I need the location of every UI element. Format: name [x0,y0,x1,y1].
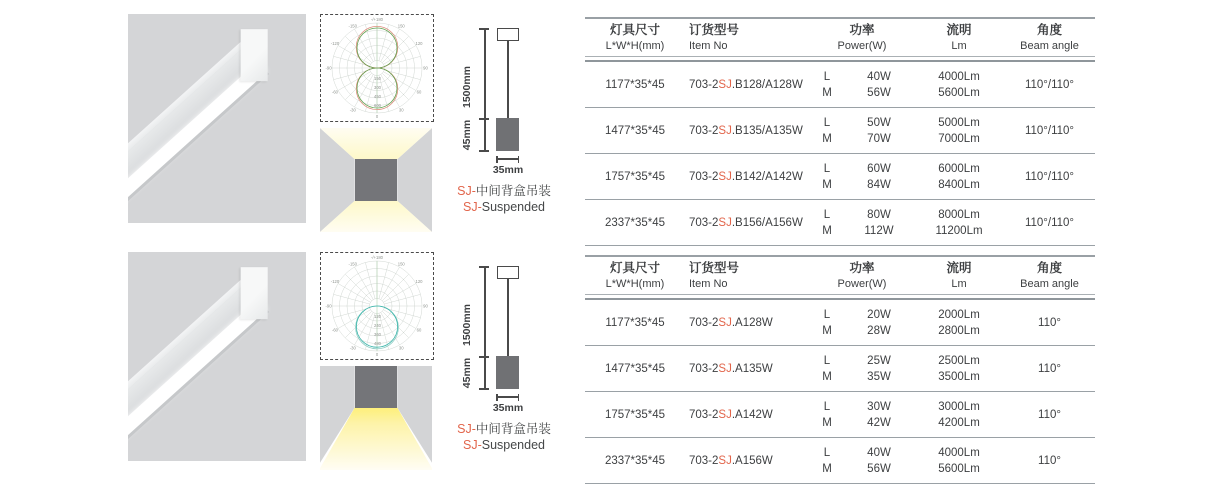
beam-angle-value: 110° [1038,362,1061,375]
angle-tick-label: -90 [325,65,332,71]
angle-tick-label: 150 [397,261,405,267]
item-no-value: 703-2SJ.B142/A142W [689,170,803,183]
angle-tick-label: 120 [415,41,423,47]
col-size-en: L*W*H(mm) [605,278,665,290]
spec-table [585,255,1095,484]
angle-tick-label: 120 [415,279,423,285]
fixture-silhouette [355,366,398,408]
angle-tick-label: 60 [416,89,422,95]
width-arrow [496,158,519,160]
power-watt-values: 50W 70W [867,116,891,145]
lumen-values: 5000Lm 7000Lm [938,116,980,145]
col-item-en: Item No [689,40,728,52]
size-value: 1757*35*45 [604,170,666,183]
photometric-chart [320,252,434,360]
radial-tick-label: 240 [374,323,381,328]
angle-tick-label: -150 [348,261,357,267]
radial-tick-label: 480 [374,341,381,346]
size-value: 1477*35*45 [604,362,666,375]
lumen-values: 2500Lm 3500Lm [938,354,980,383]
col-angle-en: Beam angle [1020,278,1079,290]
radial-tick-label: 450 [374,94,381,99]
dimension-diagram [448,9,578,235]
power-mode-letters: L M [822,116,832,145]
lumen-values: 6000Lm 8400Lm [938,162,980,191]
mounting-caption [448,421,560,453]
size-value: 1177*35*45 [605,78,665,91]
table-header [585,17,1095,57]
item-no-value: 703-2SJ.A128W [689,316,773,329]
fixture-height-label: 45mm [461,357,473,389]
drop-length-label: 1500mm [461,65,473,109]
angle-tick-label: 90 [423,65,428,71]
fixture-silhouette [355,159,398,201]
angle-tick-label: 60 [416,327,422,333]
suspension-wire [507,40,509,118]
col-angle-en: Beam angle [1020,40,1079,52]
power-mode-letters: L M [822,308,832,337]
beam-angle-value: 110° [1038,408,1061,421]
drop-length-label: 1500mm [461,303,473,347]
item-no-value: 703-2SJ.B128/A128W [689,78,803,91]
col-size-cn: 灯具尺寸 [609,261,660,275]
light-distribution-updown [320,128,432,232]
col-power-cn: 功率 [849,261,875,275]
size-value: 2337*35*45 [604,454,666,467]
power-watt-values: 60W 84W [867,162,891,191]
table-row [585,346,1095,392]
angle-tick-label: -60 [331,89,339,95]
table-row [585,108,1095,154]
col-lumen-en: Lm [951,278,967,290]
power-mode-letters: L M [822,446,832,475]
power-watt-values: 30W 42W [867,400,891,429]
item-no-value: 703-2SJ.B156/A156W [689,216,803,229]
spec-table [585,17,1095,246]
angle-tick-label: 30 [398,345,404,351]
power-mode-letters: L M [822,354,832,383]
product-section-updown [0,0,1216,238]
angle-tick-label: -/+180 [371,16,383,22]
angle-tick-label: -60 [331,327,339,333]
lumen-values: 4000Lm 5600Lm [938,446,980,475]
col-item-cn: 订货型号 [689,261,740,275]
product-render [128,14,306,223]
angle-tick-label: 0 [375,113,379,119]
power-mode-letters: L M [822,162,832,191]
col-power-cn: 功率 [849,23,875,37]
power-mode-letters: L M [822,208,832,237]
size-value: 1757*35*45 [604,408,666,421]
beam-angle-value: 110°/110° [1024,170,1075,183]
power-watt-values: 40W 56W [867,446,891,475]
col-power-en: Power(W) [837,40,887,52]
item-no-value: 703-2SJ.B135/A135W [689,124,803,137]
angle-tick-label: 0 [375,351,379,357]
col-size-en: L*W*H(mm) [605,40,665,52]
linear-fixture-image [128,280,269,461]
item-no-value: 703-2SJ.A156W [689,454,773,467]
photometric-chart [320,14,434,122]
caption-cn: SJ-中间背盒吊装 [457,184,551,198]
fixture-width-label: 35mm [492,164,524,176]
fixture-endcap [241,267,268,319]
beam-angle-value: 110°/110° [1024,78,1075,91]
col-item-en: Item No [689,278,728,290]
beam-angle-value: 110°/110° [1024,124,1075,137]
angle-tick-label: -120 [330,279,340,285]
table-body [585,298,1095,484]
angle-tick-label: -30 [349,107,356,113]
power-mode-letters: L M [822,70,832,99]
item-no-value: 703-2SJ.A142W [689,408,773,421]
caption-en: SJ-Suspended [462,200,545,214]
table-row [585,438,1095,484]
table-row [585,154,1095,200]
table-body [585,60,1095,246]
power-watt-values: 20W 28W [867,308,891,337]
col-item-cn: 订货型号 [689,23,740,37]
width-arrow [496,396,519,398]
product-section-down [0,238,1216,476]
col-size-cn: 灯具尺寸 [609,23,660,37]
linear-fixture-image [128,42,269,223]
radial-tick-label: 120 [374,314,381,319]
beam-angle-value: 110°/110° [1024,216,1075,229]
size-value: 1177*35*45 [605,316,665,329]
table-row [585,62,1095,108]
angle-tick-label: -90 [325,303,332,309]
fixture-endcap [241,29,268,81]
radial-tick-label: 360 [374,332,381,337]
beam-angle-value: 110° [1038,454,1061,467]
col-power-en: Power(W) [837,278,887,290]
suspension-wire [507,278,509,356]
radial-tick-label: 600 [374,103,381,108]
radial-tick-label: 300 [374,85,381,90]
angle-tick-label: 30 [398,107,404,113]
table-row [585,392,1095,438]
fixture-width-label: 35mm [492,402,524,414]
lumen-values: 8000Lm 11200Lm [935,208,983,237]
angle-tick-label: 90 [423,303,428,309]
angle-tick-label: -30 [349,345,356,351]
item-no-value: 703-2SJ.A135W [689,362,773,375]
lumen-values: 2000Lm 2800Lm [938,308,980,337]
col-angle-cn: 角度 [1036,261,1062,275]
col-angle-cn: 角度 [1036,23,1062,37]
size-value: 1477*35*45 [604,124,666,137]
angle-tick-label: -150 [348,23,357,29]
fixture-body [496,356,519,389]
fixture-height-label: 45mm [461,119,473,151]
lumen-values: 3000Lm 4200Lm [938,400,980,429]
product-render [128,252,306,461]
power-watt-values: 40W 56W [867,70,891,99]
col-lumen-en: Lm [951,40,967,52]
power-mode-letters: L M [822,400,832,429]
angle-tick-label: -/+180 [371,254,383,260]
col-lumen-cn: 流明 [946,23,972,37]
table-row [585,300,1095,346]
angle-tick-label: -120 [330,41,340,47]
fixture-body [496,118,519,151]
col-lumen-cn: 流明 [946,261,972,275]
lumen-values: 4000Lm 5600Lm [938,70,980,99]
radial-tick-label: 150 [374,76,381,81]
power-watt-values: 25W 35W [867,354,891,383]
angle-tick-label: 150 [397,23,405,29]
size-value: 2337*35*45 [604,216,666,229]
caption-en: SJ-Suspended [462,438,545,452]
dimension-diagram [448,247,578,473]
light-distribution-down [320,366,432,470]
table-header [585,255,1095,295]
mounting-caption [448,183,560,215]
caption-cn: SJ-中间背盒吊装 [457,422,551,436]
power-watt-values: 80W 112W [864,208,894,237]
beam-angle-value: 110° [1038,316,1061,329]
